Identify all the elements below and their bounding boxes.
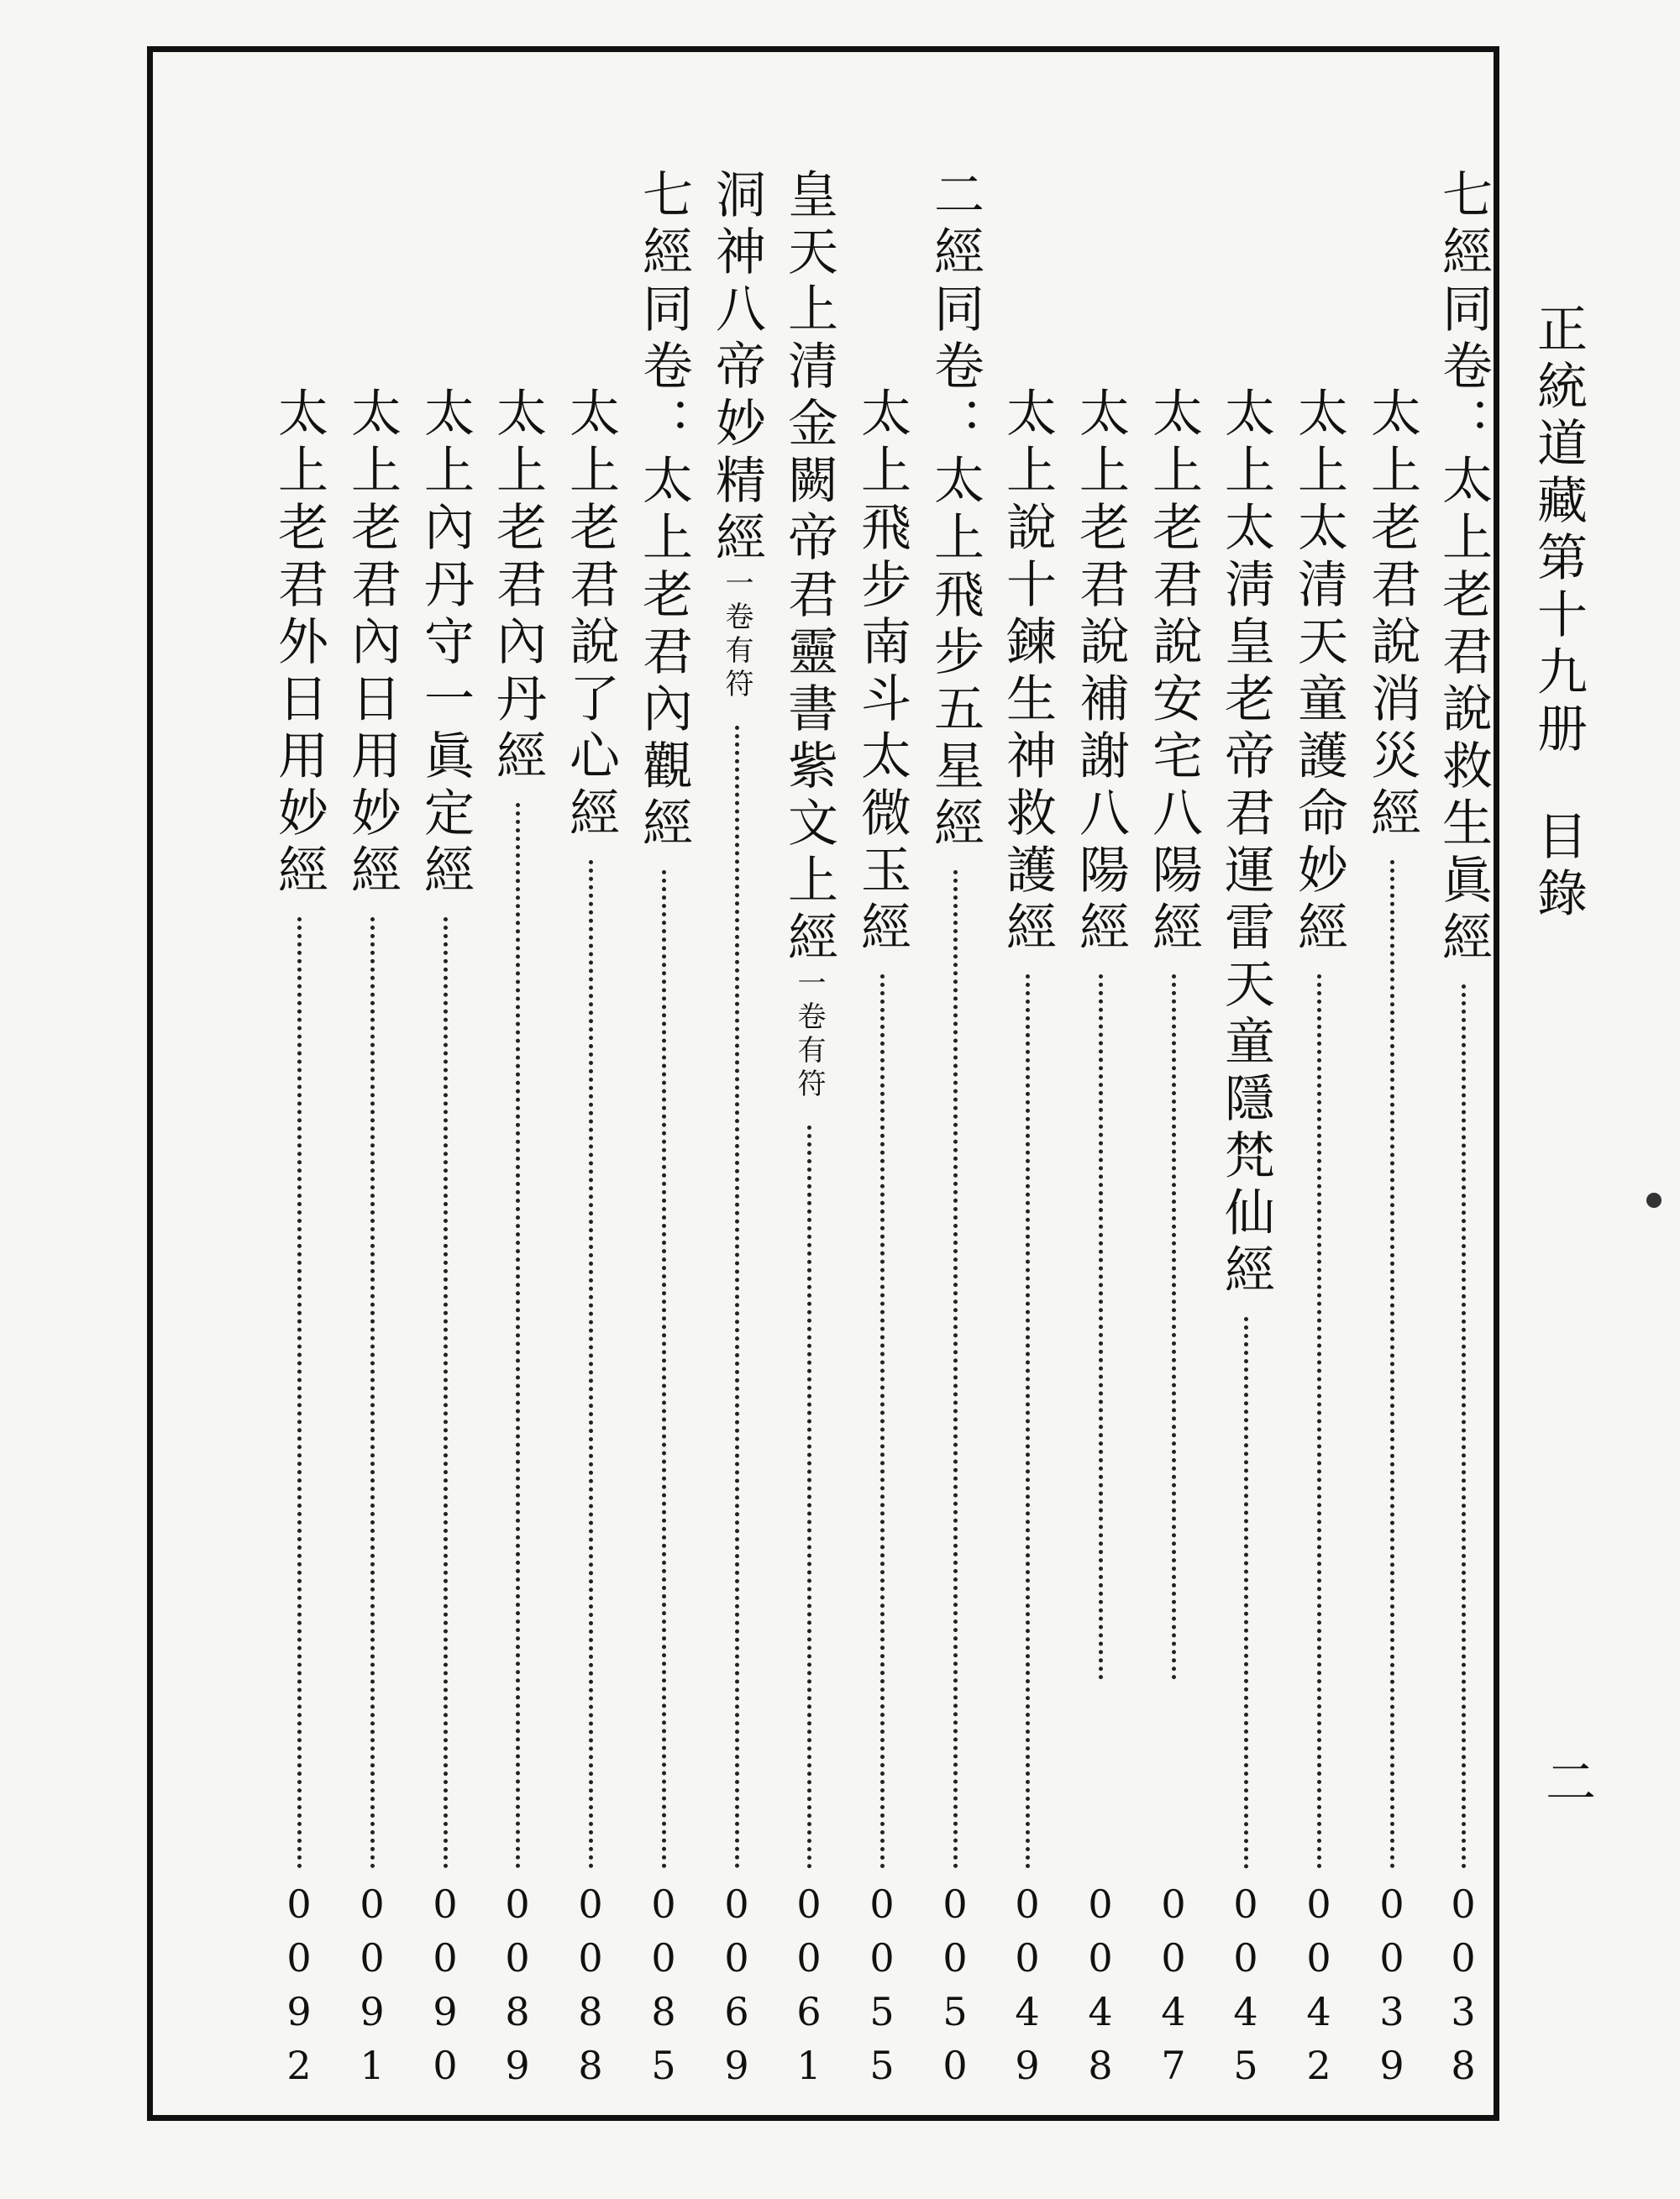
dot-leader — [1172, 974, 1176, 1680]
page-number: 0050 — [932, 1881, 978, 2097]
entry-title: 太上太清天童護命妙經 — [1289, 386, 1348, 958]
dot-leader — [589, 860, 593, 1869]
page-number: 0088 — [568, 1881, 613, 2097]
dot-leader — [516, 803, 520, 1869]
dot-leader — [1244, 1317, 1248, 1869]
dot-leader — [1462, 984, 1466, 1869]
scan-speck — [1646, 1193, 1662, 1208]
toc-entry — [410, 0, 480, 2199]
entry-title: 太上說十鍊生神救護經 — [998, 386, 1057, 958]
entry-title: 七經同卷：太上老君說救生眞經 — [1434, 168, 1493, 968]
entry-title: 七經同卷：太上老君內觀經 — [634, 168, 693, 853]
toc-entry — [992, 0, 1063, 2199]
dot-leader — [953, 870, 958, 1869]
entry-title: 皇天上清金闕帝君靈書紫文上經一卷有符 — [780, 168, 838, 1102]
entry-title: 二經同卷：太上飛步五星經 — [926, 168, 984, 853]
page-number: 0069 — [714, 1881, 759, 2097]
toc-entry — [337, 0, 407, 2199]
page-number: 0049 — [1005, 1881, 1050, 2097]
book-title: 正統道藏第十九册 — [1529, 302, 1588, 759]
page-number: 0042 — [1296, 1881, 1341, 2097]
page-number: 0055 — [859, 1881, 905, 2097]
page-number: 0092 — [276, 1881, 322, 2097]
page-number: 0038 — [1441, 1881, 1486, 2097]
page-number: 0047 — [1151, 1881, 1196, 2097]
entry-title: 洞神八帝妙精經一卷有符 — [707, 168, 766, 702]
dot-leader — [1099, 974, 1103, 1680]
entry-title: 太上老君說補謝八陽經 — [1071, 386, 1130, 958]
dot-leader — [1390, 860, 1394, 1869]
page-number: 0061 — [786, 1881, 832, 2097]
page-number: 0090 — [423, 1881, 468, 2097]
toc-entry — [555, 0, 626, 2199]
entry-note: 一卷有符 — [720, 568, 753, 702]
dot-leader — [1026, 974, 1030, 1869]
page-number: 0045 — [1223, 1881, 1268, 2097]
toc-entry — [1357, 0, 1427, 2199]
entry-title: 太上老君說了心經 — [561, 386, 620, 843]
toc-entry — [1428, 0, 1499, 2199]
toc-entry — [264, 0, 334, 2199]
toc-entry — [482, 0, 553, 2199]
dot-leader — [880, 974, 885, 1869]
page-number: 0085 — [641, 1881, 686, 2097]
entry-title: 太上內丹守一眞定經 — [416, 386, 475, 900]
page-number: 0048 — [1078, 1881, 1123, 2097]
toc-entry — [847, 0, 917, 2199]
dot-leader — [297, 917, 302, 1869]
dot-leader — [735, 726, 739, 1869]
entry-title: 太上老君內日用妙經 — [343, 386, 402, 900]
section-title: 目錄 — [1529, 810, 1588, 924]
toc-entry — [701, 0, 772, 2199]
toc-entry — [1210, 0, 1281, 2199]
dot-leader — [444, 917, 448, 1869]
dot-leader — [1317, 974, 1321, 1869]
toc-entry — [920, 0, 990, 2199]
entry-note: 一卷有符 — [792, 968, 826, 1102]
page-number: 0091 — [349, 1881, 395, 2097]
toc-entry — [628, 0, 699, 2199]
dot-leader — [662, 870, 666, 1869]
running-title — [1520, 302, 1596, 924]
entry-title: 太上老君說安宅八陽經 — [1144, 386, 1203, 958]
entry-title: 太上老君說消災經 — [1362, 386, 1421, 843]
page-number: 0039 — [1369, 1881, 1415, 2097]
page-number: 0089 — [495, 1881, 540, 2097]
entry-title: 太上老君內丹經 — [488, 386, 547, 786]
dot-leader — [807, 1126, 811, 1869]
folio-number: 二 — [1537, 1756, 1596, 1806]
toc-entry — [774, 0, 844, 2199]
dot-leader — [370, 917, 375, 1869]
toc-entry — [1284, 0, 1354, 2199]
toc-entry — [1065, 0, 1136, 2199]
entry-title: 太上飛步南斗太微玉經 — [853, 386, 911, 958]
toc-entry — [1138, 0, 1209, 2199]
entry-title: 太上太淸皇老帝君運雷天童隱梵仙經 — [1216, 386, 1275, 1300]
entry-title: 太上老君外日用妙經 — [270, 386, 328, 900]
